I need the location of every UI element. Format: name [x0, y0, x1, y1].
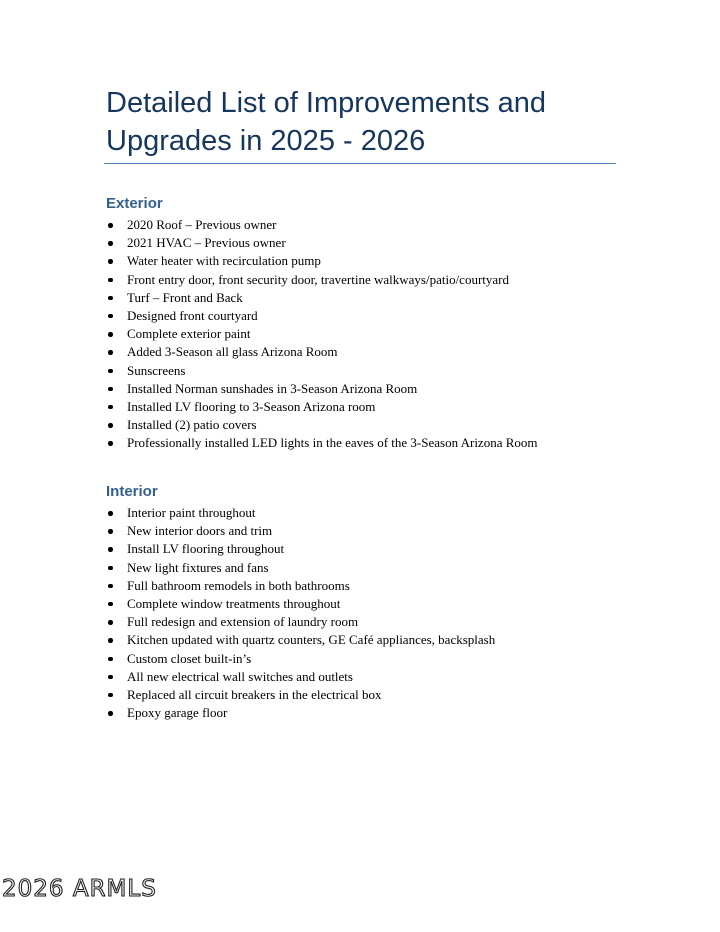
bullet-icon [108, 547, 113, 552]
list-item: Epoxy garage floor [106, 704, 666, 722]
list-item: Added 3-Season all glass Arizona Room [106, 343, 666, 361]
bullet-icon [108, 441, 113, 446]
list-item: Complete window treatments throughout [106, 595, 666, 613]
bullet-icon [108, 405, 113, 410]
bullet-icon [108, 529, 113, 534]
page-title: Detailed List of Improvements and Upgrades in 2025 - 2026 [106, 87, 547, 157]
list-item: Full bathroom remodels in both bathrooms [106, 577, 666, 595]
bullet-icon [108, 620, 113, 625]
bullet-icon [108, 241, 113, 246]
bullet-icon [108, 387, 113, 392]
list-item: All new electrical wall switches and outlets [106, 668, 666, 686]
watermark: 2026 ARMLS [2, 876, 157, 902]
bullet-icon [108, 314, 113, 319]
list-item: Front entry door, front security door, travertine walkways/patio/courtyard [106, 271, 666, 289]
list-item: Sunscreens [106, 362, 666, 380]
bullet-icon [108, 259, 113, 264]
bullet-icon [108, 602, 113, 607]
bullet-icon [108, 350, 113, 355]
list-item: 2020 Roof – Previous owner [106, 216, 666, 234]
list-item: 2021 HVAC – Previous owner [106, 234, 666, 252]
list-item: Interior paint throughout [106, 504, 666, 522]
bullet-icon [108, 566, 113, 571]
list-item: Designed front courtyard [106, 307, 666, 325]
title-divider [104, 163, 616, 164]
section-heading-interior: Interior [106, 483, 158, 500]
interior-list [106, 504, 666, 722]
list-item: Complete exterior paint [106, 325, 666, 343]
bullet-icon [108, 423, 113, 428]
bullet-icon [108, 332, 113, 337]
list-item: Installed Norman sunshades in 3-Season Arizona Room [106, 380, 666, 398]
bullet-icon [108, 657, 113, 662]
list-item: Replaced all circuit breakers in the electrical box [106, 686, 666, 704]
list-item: Turf – Front and Back [106, 289, 666, 307]
section-heading-exterior: Exterior [106, 195, 163, 212]
exterior-list [106, 216, 666, 452]
list-item: Installed LV flooring to 3-Season Arizona room [106, 398, 666, 416]
list-item: Kitchen updated with quartz counters, GE Café appliances, backsplash [106, 631, 666, 649]
bullet-icon [108, 296, 113, 301]
bullet-icon [108, 711, 113, 716]
list-item: Custom closet built-in’s [106, 650, 666, 668]
bullet-icon [108, 223, 113, 228]
list-item: New interior doors and trim [106, 522, 666, 540]
list-item: Install LV flooring throughout [106, 540, 666, 558]
bullet-icon [108, 369, 113, 374]
list-item: New light fixtures and fans [106, 559, 666, 577]
list-item: Installed (2) patio covers [106, 416, 666, 434]
list-item: Professionally installed LED lights in the eaves of the 3-Season Arizona Room [106, 434, 666, 452]
bullet-icon [108, 511, 113, 516]
list-item: Full redesign and extension of laundry room [106, 613, 666, 631]
list-item: Water heater with recirculation pump [106, 252, 666, 270]
bullet-icon [108, 278, 113, 283]
bullet-icon [108, 584, 113, 589]
bullet-icon [108, 638, 113, 643]
bullet-icon [108, 693, 113, 698]
bullet-icon [108, 675, 113, 680]
